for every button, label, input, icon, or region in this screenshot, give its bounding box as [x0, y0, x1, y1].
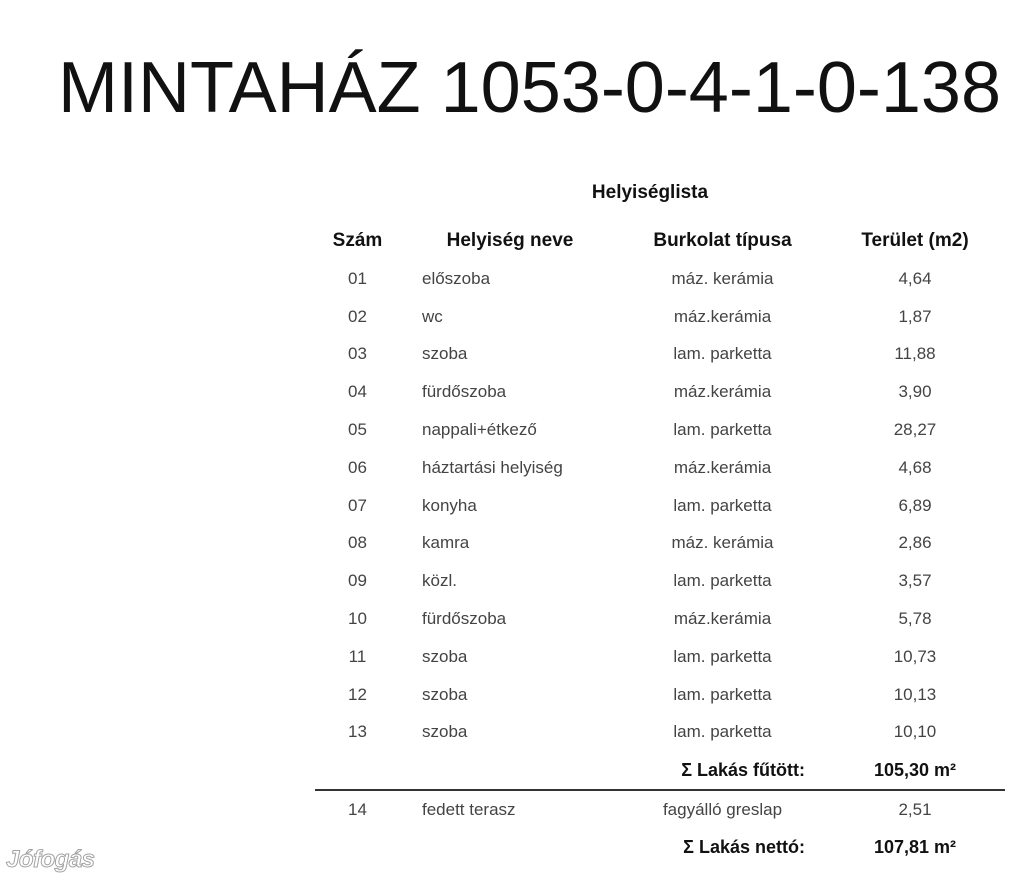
table-row [315, 791, 1005, 829]
room-area: 6,89 [898, 495, 932, 515]
heated-total-label: Σ Lakás fűtött: [681, 759, 805, 780]
room-name: fedett terasz [422, 800, 516, 820]
room-covering: máz.kerámia [673, 382, 772, 402]
room-covering: lam. parketta [673, 646, 772, 666]
room-name: szoba [422, 646, 468, 666]
room-number: 01 [348, 268, 367, 288]
page-title: MINTAHÁZ 1053-0-4-1-0-138 [58, 48, 1001, 128]
table-row [315, 298, 1005, 336]
room-area: 28,27 [893, 420, 937, 440]
room-name: előszoba [422, 268, 491, 288]
room-number: 14 [348, 800, 367, 820]
room-number: 09 [348, 571, 367, 591]
room-area: 1,87 [898, 306, 932, 326]
table-row [315, 449, 1005, 487]
room-covering: máz.kerámia [673, 457, 772, 477]
room-number: 03 [348, 344, 367, 364]
room-area: 2,51 [898, 800, 932, 820]
room-name: szoba [422, 344, 468, 364]
room-number: 05 [348, 420, 367, 440]
room-area: 4,68 [898, 457, 932, 477]
room-covering: máz.kerámia [673, 306, 772, 326]
heated-total-value: 105,30 m² [873, 759, 957, 780]
room-covering: lam. parketta [673, 684, 772, 704]
room-covering: fagyálló greslap [662, 800, 783, 820]
room-covering: lam. parketta [673, 722, 772, 742]
heated-total-row [315, 751, 1005, 790]
room-number: 04 [348, 382, 367, 402]
table-row [315, 525, 1005, 563]
room-area: 5,78 [898, 609, 932, 629]
table-row [315, 600, 1005, 638]
room-number: 07 [348, 495, 367, 515]
room-name: kamra [422, 533, 470, 553]
room-name: szoba [422, 684, 468, 704]
room-covering: máz. kerámia [671, 533, 774, 553]
room-covering: lam. parketta [673, 571, 772, 591]
room-covering: máz.kerámia [673, 609, 772, 629]
table-row [315, 373, 1005, 411]
room-name: fürdőszoba [422, 609, 507, 629]
table-row [315, 411, 1005, 449]
header-area: Terület (m2) [861, 230, 969, 251]
room-name: wc [422, 306, 443, 326]
header-covering: Burkolat típusa [653, 230, 792, 251]
room-covering: lam. parketta [673, 495, 772, 515]
table-row [315, 562, 1005, 600]
header-number: Szám [332, 230, 383, 251]
net-total-value: 107,81 m² [873, 837, 957, 858]
room-area: 10,10 [893, 722, 937, 742]
room-number: 02 [348, 306, 367, 326]
table-row [315, 638, 1005, 676]
room-name: nappali+étkező [422, 420, 537, 440]
room-area: 3,57 [898, 571, 932, 591]
room-name: szoba [422, 722, 468, 742]
table-caption: Helyiséglista [591, 182, 709, 203]
room-area: 10,13 [893, 684, 937, 704]
room-name: közl. [422, 571, 457, 591]
room-number: 13 [348, 722, 367, 742]
room-area: 4,64 [898, 268, 932, 288]
header-name: Helyiség neve [446, 230, 574, 251]
table-row [315, 487, 1005, 525]
room-covering: lam. parketta [673, 420, 772, 440]
room-area: 11,88 [894, 344, 936, 364]
table-row [315, 676, 1005, 714]
room-name: fürdőszoba [422, 382, 507, 402]
table-header-row [315, 222, 1005, 260]
room-area: 2,86 [898, 533, 932, 553]
room-number: 11 [348, 646, 367, 666]
room-covering: lam. parketta [673, 344, 772, 364]
room-number: 12 [348, 684, 367, 704]
room-number: 06 [348, 457, 367, 477]
table-row [315, 336, 1005, 374]
room-area: 3,90 [898, 382, 932, 402]
room-list-table [315, 222, 1005, 867]
table-row [315, 714, 1005, 752]
net-total-row [315, 829, 1005, 867]
watermark-logo: Jófogás [6, 846, 95, 873]
room-number: 08 [348, 533, 367, 553]
room-name: háztartási helyiség [422, 457, 563, 477]
room-name: konyha [422, 495, 477, 515]
room-area: 10,73 [893, 646, 937, 666]
table-row [315, 260, 1005, 298]
room-covering: máz. kerámia [671, 268, 774, 288]
net-total-label: Σ Lakás nettó: [683, 837, 805, 858]
room-number: 10 [348, 609, 367, 629]
